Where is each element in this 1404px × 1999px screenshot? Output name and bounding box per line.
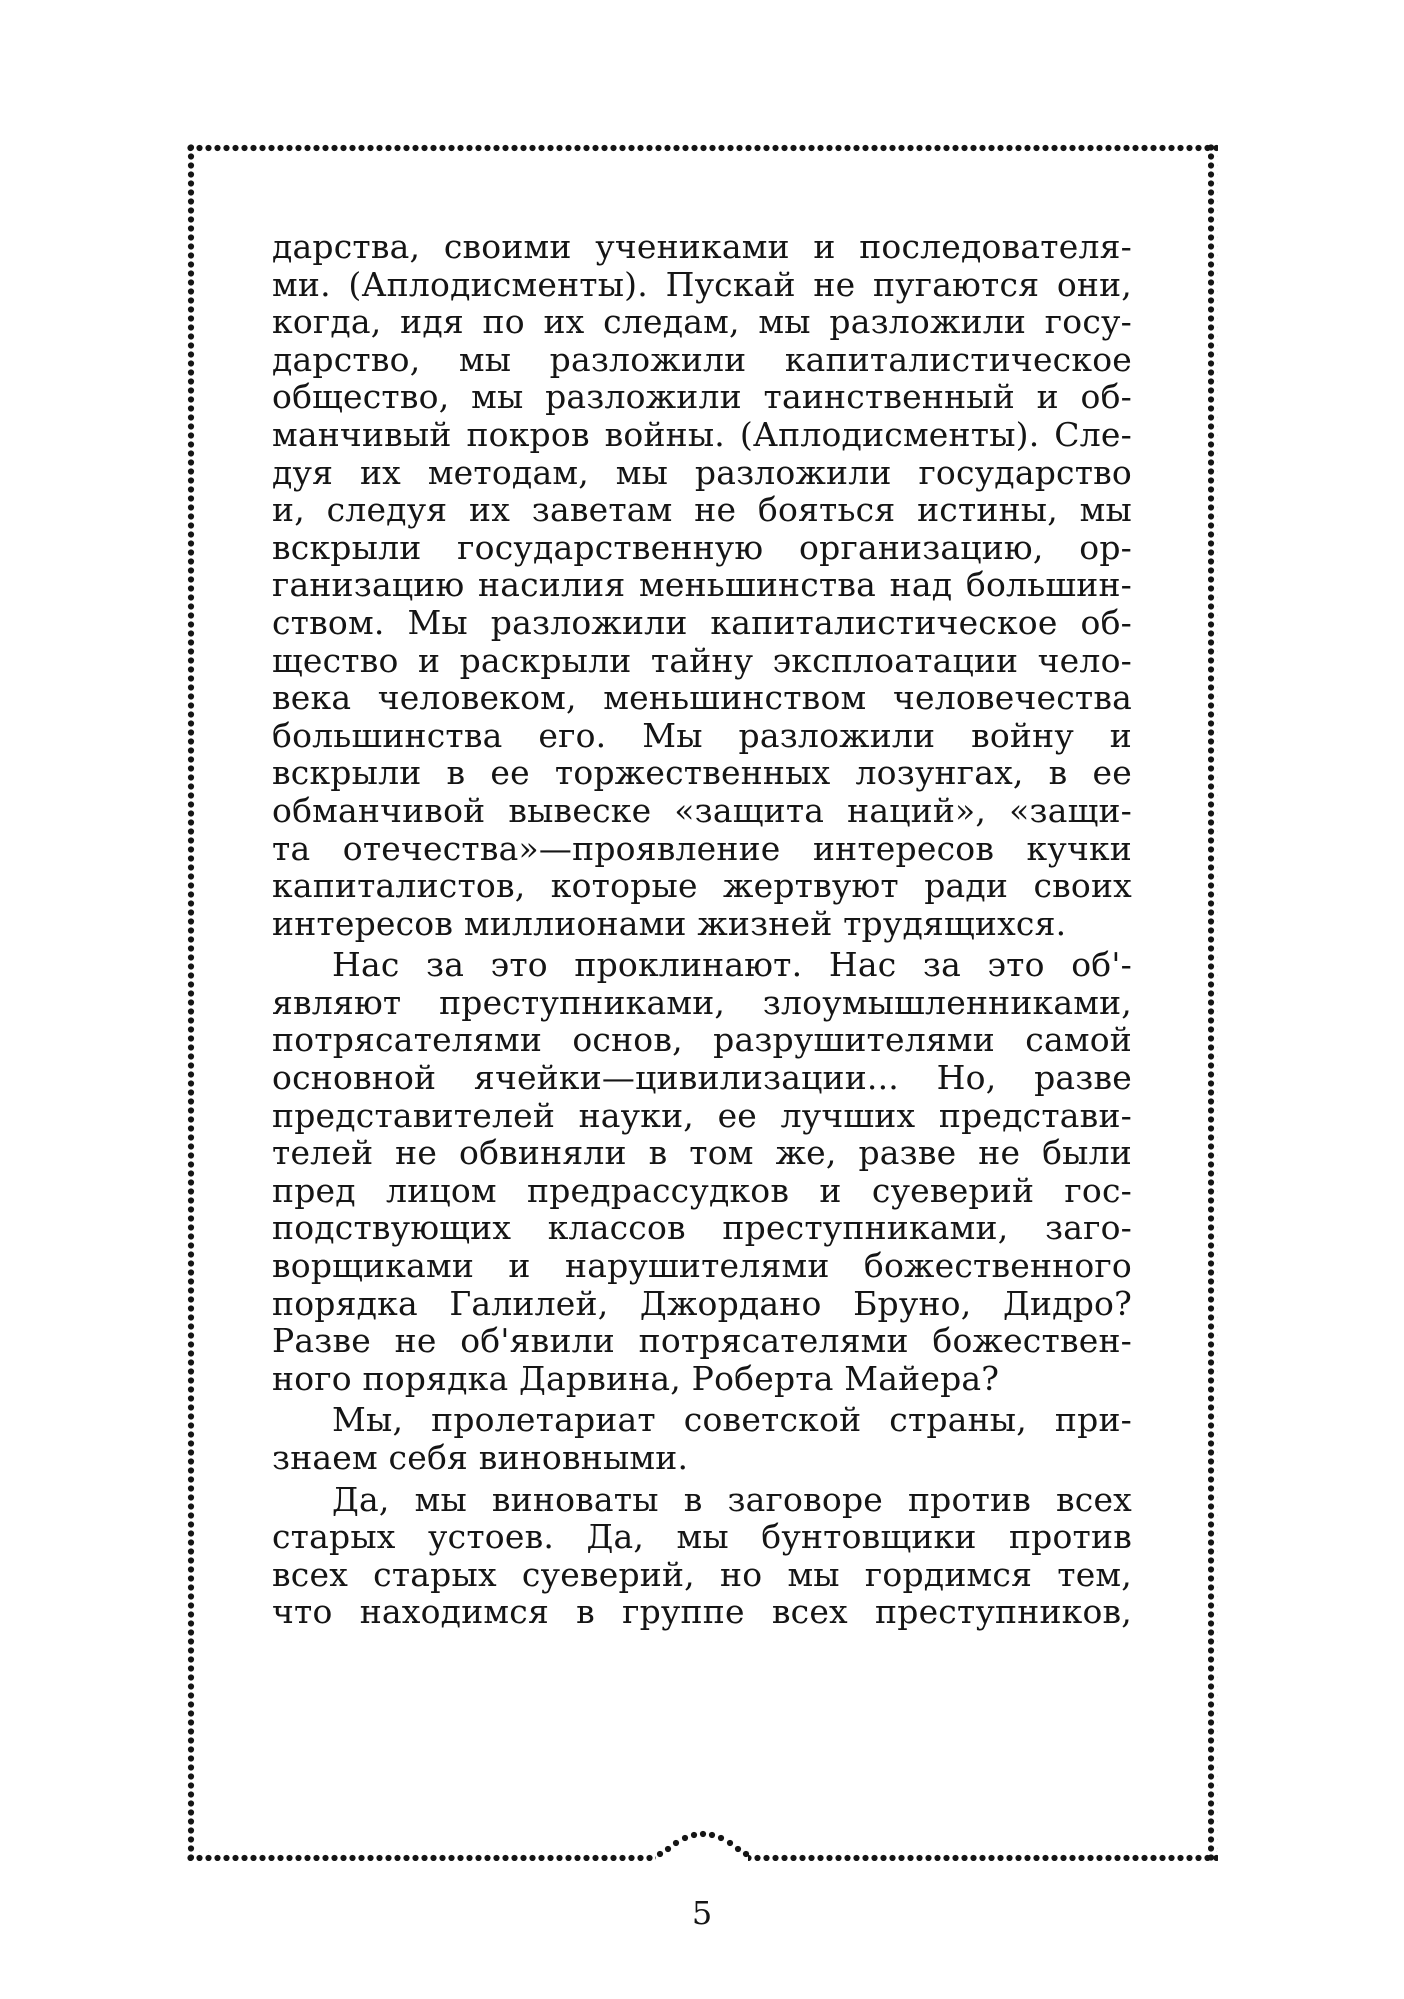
text-line: та отечества»—проявление интересов кучки: [272, 828, 1132, 868]
text-line: Да, мы виноваты в заговоре против всех: [332, 1479, 1132, 1519]
text-line: дуя их методам, мы разложили государство: [272, 452, 1132, 492]
paragraph-4: [272, 1481, 1132, 1631]
text-line: ганизацию насилия меньшинства над большин-: [272, 565, 1132, 605]
text-line: вскрыли в ее торжественных лозунгах, в ее: [272, 753, 1132, 793]
text-line: знаем себя виновными.: [272, 1438, 689, 1477]
text-line: старых устоев. Да, мы бунтовщики против: [272, 1517, 1132, 1557]
text-line: Разве не об'явили потрясателями божествен-: [272, 1321, 1132, 1361]
text-line: большинства его. Мы разложили войну и: [272, 715, 1132, 755]
text-line: когда, идя по их следам, мы разложили госу-: [272, 302, 1132, 342]
text-line: щество и раскрыли тайну эксплоатации чело-: [272, 640, 1132, 680]
text-line: ного порядка Дарвина, Роберта Майера?: [272, 1358, 1000, 1398]
text-line: дарство, мы разложили капиталистическое: [272, 339, 1132, 379]
text-line: и, следуя их заветам не бояться истины, мы: [272, 490, 1132, 530]
text-line: потрясателями основ, разрушителями самой: [272, 1020, 1132, 1060]
text-line: ми. (Аплодисменты). Пускай не пугаются они,: [272, 264, 1132, 304]
text-line: что находимся в группе всех преступников,: [272, 1592, 1132, 1632]
text-line: ворщиками и нарушителями божественного: [272, 1246, 1132, 1286]
text-line: основной ячейки—цивилизации... Но, разве: [272, 1058, 1132, 1098]
paragraph-3: [272, 1401, 1132, 1476]
text-line: Мы, пролетариат советской страны, при-: [332, 1400, 1132, 1440]
text-line: манчивый покров войны. (Аплодисменты). Сле-: [272, 414, 1132, 454]
text-line: капиталистов, которые жертвуют ради своих: [272, 866, 1132, 906]
text-line: ством. Мы разложили капиталистическое об-: [272, 602, 1132, 642]
text-line: являют преступниками, злоумышленниками,: [272, 982, 1132, 1022]
text-line: дарства, своими учениками и последователя-: [272, 227, 1132, 266]
text-line: Нас за это проклинают. Нас за это об'-: [332, 945, 1132, 985]
text-line: порядка Галилей, Джордано Бруно, Дидро?: [272, 1283, 1132, 1323]
text-line: пред лицом предрассудков и суеверий гос-: [272, 1170, 1132, 1210]
text-line: всех старых суеверий, но мы гордимся тем,: [272, 1554, 1132, 1594]
text-line: века человеком, меньшинством человечества: [272, 678, 1132, 718]
main-text: [272, 228, 1132, 1631]
text-line: вскрыли государственную организацию, ор-: [272, 527, 1132, 567]
text-line: подствующих классов преступниками, заго-: [272, 1208, 1132, 1248]
text-line: представителей науки, ее лучших представи-: [272, 1095, 1132, 1135]
paragraph-1: [272, 228, 1132, 942]
text-line: общество, мы разложили таинственный и об-: [272, 377, 1132, 417]
text-line: обманчивой вывеске «защита наций», «защи-: [272, 790, 1132, 830]
page-number: 5: [691, 1894, 713, 1932]
text-line: интересов миллионами жизней трудящихся.: [272, 903, 1067, 943]
text-line: телей не обвиняли в том же, разве не были: [272, 1133, 1132, 1173]
paragraph-2: [272, 946, 1132, 1397]
